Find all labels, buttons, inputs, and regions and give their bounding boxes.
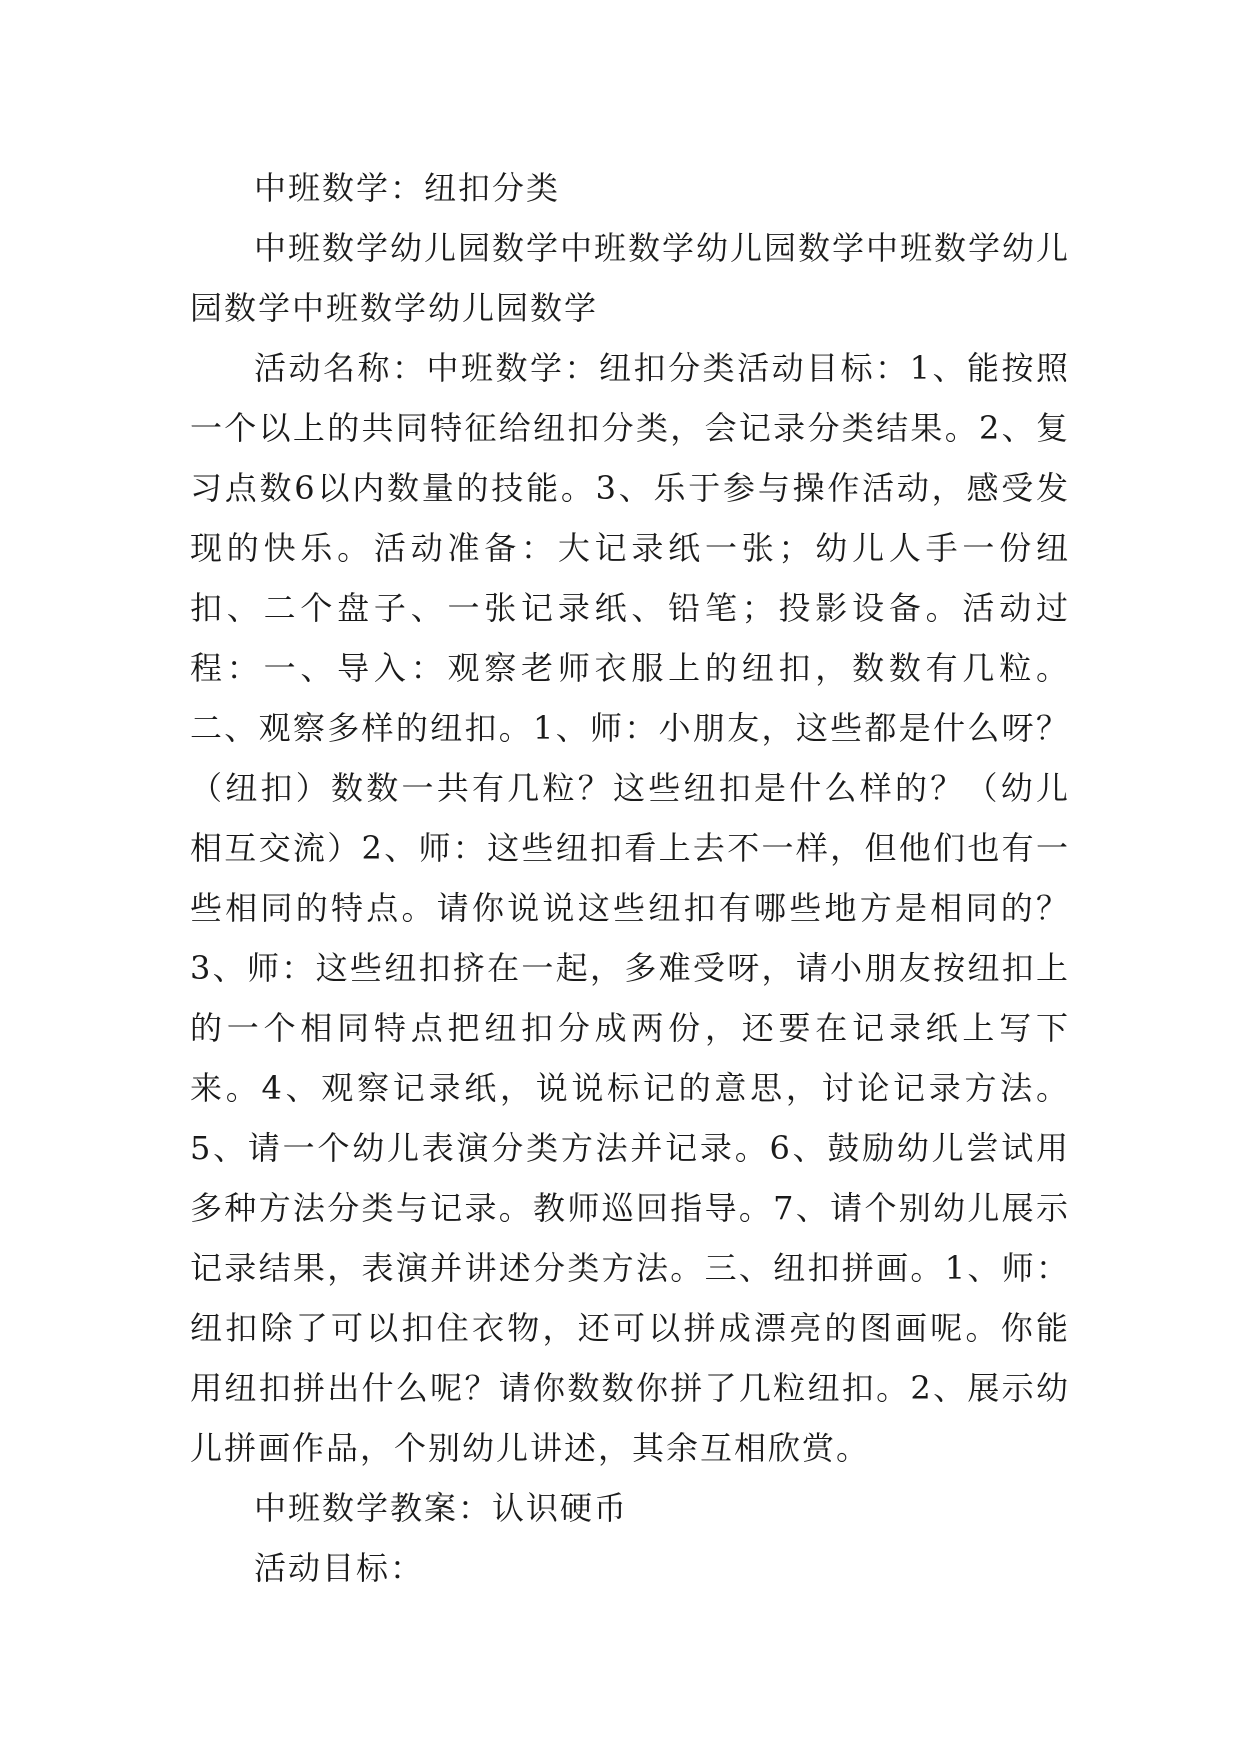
second-title: 中班数学教案：认识硬币 bbox=[254, 1489, 629, 1527]
tagline-paragraph: 中班数学幼儿园数学中班数学幼儿园数学中班数学幼儿园数学中班数学幼儿园数学 bbox=[190, 229, 1071, 327]
section-heading: 活动目标： bbox=[254, 1549, 425, 1587]
document-title: 中班数学：纽扣分类 bbox=[254, 169, 561, 207]
body-paragraph: 活动名称：中班数学：纽扣分类活动目标：1、能按照一个以上的共同特征给纽扣分类，会记录分类结果。2、复习点数6以内数量的技能。3、乐于参与操作活动，感受发现的快乐。活动准备：大记录纸一张；幼儿人手一份纽扣、二个盘子、一张记录纸、铅笔；投影设备。活动过程：一、导入：观察老师衣服上的纽扣，数数有几粒。二、观察多样的纽扣。1、师：小朋友，这些都是什么呀？（纽扣）数数一共有几粒？这些纽扣是什么样的？（幼儿相互交流）2、师：这些纽扣看上去不一样，但他们也有一些相同的特点。请你说说这些纽扣有哪些地方是相同的？3、师：这些纽扣挤在一起，多难受呀，请小朋友按纽扣上的一个相同特点把纽扣分成两份，还要在记录纸上写下来。4、观察记录纸，说说标记的意思，讨论记录方法。5、请一个幼儿表演分类方法并记录。6、鼓励幼儿尝试用多种方法分类与记录。教师巡回指导。7、请个别幼儿展示记录结果，表演并讲述分类方法。三、纽扣拼画。1、师：纽扣除了可以扣住衣物，还可以拼成漂亮的图画呢。你能用纽扣拼出什么呢？请你数数你拼了几粒纽扣。2、展示幼儿拼画作品，个别幼儿讲述，其余互相欣赏。 bbox=[190, 349, 1070, 1467]
document-page bbox=[190, 158, 1070, 1598]
